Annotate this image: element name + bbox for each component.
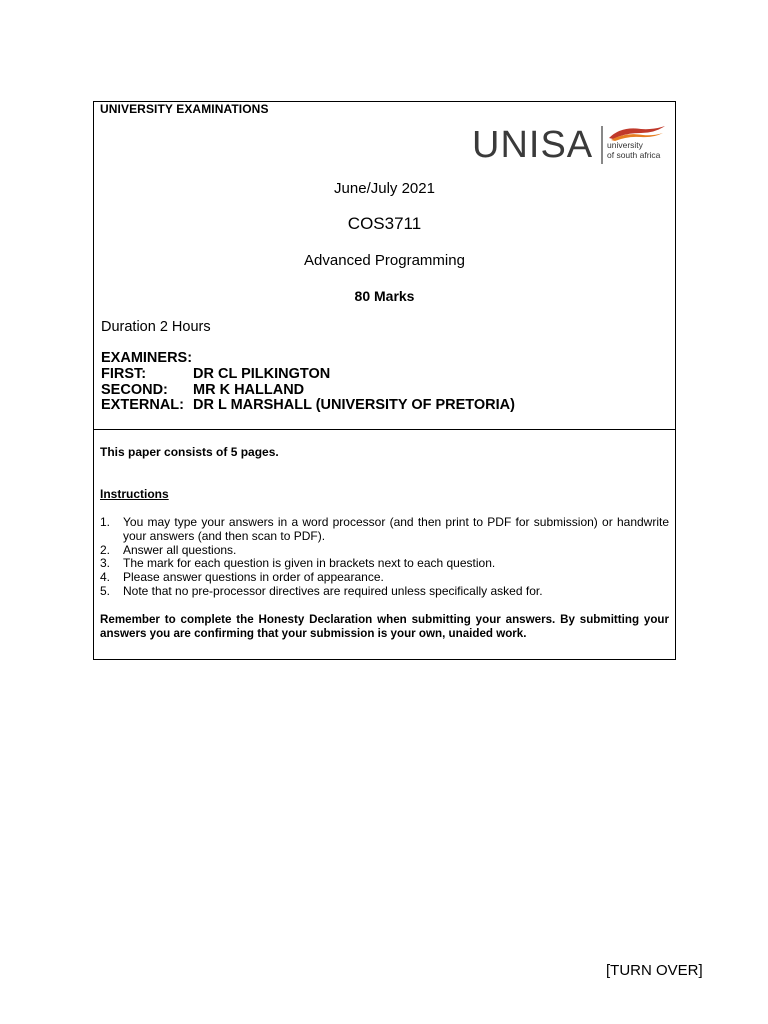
unisa-logo-wordmark: UNISA — [472, 124, 594, 166]
examiner-name: DR CL PILKINGTON — [193, 366, 331, 382]
list-item-text: Answer all questions. — [123, 542, 237, 557]
list-item-number: 5. — [100, 583, 111, 598]
instructions-heading: Instructions — [100, 487, 169, 501]
examiner-label: FIRST: — [101, 366, 147, 382]
honesty-declaration-note: Remember to complete the Honesty Declaration when submitting your answers. By submitting your answers you are confirming that your submission is your own, unaided work. — [100, 613, 669, 640]
list-item-text: Note that no pre-processor directives are required unless specifically asked for. — [123, 583, 543, 598]
list-item-number: 4. — [100, 570, 111, 585]
list-item-number: 3. — [100, 556, 111, 571]
turn-over-label: [TURN OVER] — [606, 962, 703, 979]
total-marks: 80 Marks — [354, 288, 415, 304]
exam-duration: Duration 2 Hours — [101, 319, 211, 335]
examiner-label: SECOND: — [101, 382, 168, 398]
examiner-row-second — [101, 382, 304, 398]
instructions-list — [100, 516, 669, 599]
exam-date: June/July 2021 — [334, 180, 435, 197]
examiners-heading: EXAMINERS: — [101, 350, 193, 366]
logo-subtitle — [607, 140, 660, 160]
unisa-logo — [472, 122, 672, 168]
list-item — [100, 571, 669, 585]
examiner-name: MR K HALLAND — [193, 382, 305, 398]
logo-subtitle-line2: of south africa — [607, 150, 661, 160]
examiner-row-first — [101, 366, 330, 382]
list-item-number: 2. — [100, 542, 111, 557]
module-code: COS3711 — [347, 214, 422, 233]
module-title: Advanced Programming — [304, 252, 465, 269]
list-item — [100, 516, 669, 544]
list-item — [100, 544, 669, 558]
list-item — [100, 585, 669, 599]
page-count-note: This paper consists of 5 pages. — [100, 445, 279, 459]
examiner-label: EXTERNAL: — [101, 397, 184, 413]
examiner-row-external — [101, 397, 515, 413]
list-item-number: 1. — [100, 515, 111, 529]
university-examinations-label: UNIVERSITY EXAMINATIONS — [100, 102, 269, 116]
instructions-box — [93, 429, 676, 660]
list-item-text: You may type your answers in a word processor (and then print to PDF for submission) or handwrite your answers (and then scan to PDF). — [123, 515, 669, 543]
logo-divider — [601, 126, 603, 164]
list-item — [100, 557, 669, 571]
list-item-text: The mark for each question is given in brackets next to each question. — [123, 556, 496, 571]
list-item-text: Please answer questions in order of appearance. — [123, 570, 384, 585]
examiner-name: DR L MARSHALL (UNIVERSITY OF PRETORIA) — [193, 397, 515, 413]
logo-subtitle-line1: university — [607, 140, 643, 150]
exam-header-box — [93, 101, 676, 430]
